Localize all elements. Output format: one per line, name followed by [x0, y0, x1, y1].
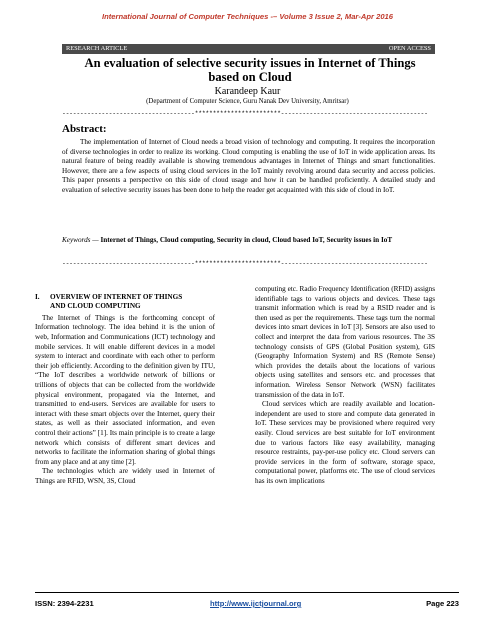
article-banner [62, 44, 435, 54]
section-heading [35, 293, 215, 312]
separator-top: -------------------------------------************************----------------------------------------- [62, 110, 428, 117]
paper-title-line-1: An evaluation of selective security issues in Internet of Things [84, 56, 416, 70]
keywords-list: Internet of Things, Cloud computing, Security in cloud, Cloud based IoT, Security issues in IoT [98, 236, 393, 244]
section-title-line-1: OVERVIEW OF INTERNET OF THINGS [50, 293, 183, 301]
paragraph-right-2: Cloud services which are readily available and location-independent are used to store and compute data generated in IoT. These services may be provisioned where required very easily. Cloud services are best suitable for IoT environment due to various factors like easy availability, managing resource restraints, pay-per-use policy etc. Cloud servers can provide services in the form of software, storage space, computational power, platforms etc. The use of cloud services has its own implications [255, 400, 435, 485]
right-column [255, 285, 435, 486]
section-number: I. [35, 293, 40, 301]
paper-title [55, 56, 445, 84]
footer-issn: ISSN: 2394-2231 [35, 599, 94, 608]
separator-bottom: -------------------------------------************************----------------------------------------- [62, 260, 428, 267]
research-article-tag: RESEARCH ARTICLE [66, 45, 128, 52]
paragraph-right-1: computing etc. Radio Frequency Identification (RFID) assigns identifiable tags to various objects and devices. These tags transmit information which is read by a RSID reader and is then used as per the requirements. These tags turn the normal devices into smart devices in IoT [3]. Sensors are also used to collect and interpret the data from various resources. The 3S technology consists of GPS (Global Position system), GIS (Geography Information System) and RS (Remote Sense) which provides the details about the locations of various objects using satellites and sensors etc. and processes that information. Wireless Sensor Network (WSN) facilitates transmission of the data in IoT. [255, 285, 435, 399]
footer-url-link[interactable]: http://www.ijctjournal.org [210, 599, 302, 608]
abstract-text: The implementation of Internet of Cloud needs a broad vision of technology and computing. It requires the incorporation of diverse technologies in order to realize its working. Cloud computing is enabling the use of IoT in wide application areas. Its natural feature of being readily available is showing tremendous advantages in Internet of Things and smart functionalities. However, there are a few aspects of using cloud services in the IoT mainly revolving around data security and access policies. This paper presents a perspective on this side of cloud usage and how it can be handled proficiently. A detailed study and evaluation of selective security issues has been done to help the reader get acquainted with this side of cloud in IoT. [62, 138, 435, 194]
paragraph-left-1: The Internet of Things is the forthcoming concept of Information technology. The idea behind it is the union of web, Information and Communications (ICT) technology and mobile services. It will enable different devices in a model system to interact and coordinate with each other to perform their job efficiently. According to the definition given by ITU, “The IoT describes a worldwide network of billions or trillions of objects that can be collected from the worldwide physical environment, propagated via the Internet, and transmitted to end-users. Services are available for users to interact with these smart objects over the Internet, query their states, as well as their associated information, and even control their actions” [1]. Its main principle is to create a large network which consists of different smart devices and networks to facilitate the information sharing of global things from any place and at any time [2]. [35, 313, 215, 466]
journal-header: International Journal of Computer Techniques -– Volume 3 Issue 2, Mar-Apr 2016 [101, 12, 394, 21]
abstract-heading: Abstract: [62, 123, 107, 135]
section-title-line-2: AND CLOUD COMPUTING [50, 302, 141, 311]
paper-title-line-2: based on Cloud [208, 70, 292, 84]
footer-rule [35, 592, 459, 593]
footer-page-number: Page 223 [426, 599, 459, 608]
keywords-label: Keywords — [62, 236, 99, 244]
open-access-tag: OPEN ACCESS [388, 45, 431, 52]
author-affiliation: (Department of Computer Science, Guru Nanak Dev University, Amritsar) [146, 98, 349, 105]
left-column [35, 285, 215, 487]
keywords [62, 236, 435, 246]
paragraph-left-2: The technologies which are widely used in Internet of Things are RFID, WSN, 3S, Cloud [35, 467, 215, 485]
author-name: Karandeep Kaur [214, 86, 281, 97]
